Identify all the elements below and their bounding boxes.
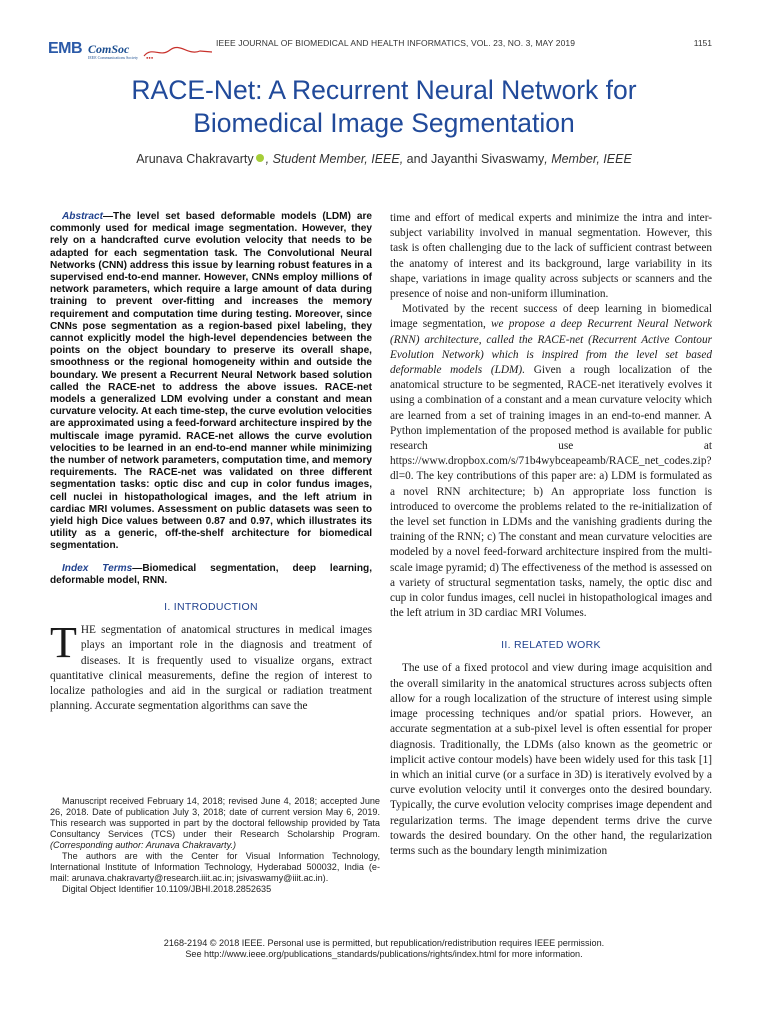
paragraph-related-work: The use of a fixed protocol and view during image acquisition and the overall similarity in the anatomical structures across subjects often allow for a rough localization of the structure of interest using simple image processing techniques and/or spatial priors. However, an accurate segmentation at a sub-pixel level is often essential for proper diagnosis. Traditionally, the LDMs (also known as the geometric or implicit active contour models) have been widely used for this task [1] in which an initial curve (or a surface in 3D) is iteratively evolved by a curve evolution velocity until it converges onto the desired boundary. Typically, the curve evolution velocity comprises image dependent and regularization terms. The image dependent terms drive the curve towards the desired boundary. On the other hand, the regularization terms such as the boundary length minimization (390, 662, 712, 857)
orcid-icon[interactable] (256, 154, 264, 162)
left-column (50, 211, 372, 714)
running-header (48, 38, 712, 66)
paper-title: RACE-Net: A Recurrent Neural Network for Biomedical Image Segmentation (131, 75, 637, 138)
author-line: Arunava Chakravarty , Student Member, IEEE, and Jayanthi Sivaswamy, Member, IEEE (136, 152, 632, 166)
comsoc-logo: ComSoc IEEE Communications Society (88, 42, 138, 60)
rights-link-line: See http://www.ieee.org/publications_standards/publications/rights/index.html for more information. (185, 949, 583, 960)
emb-logo: EMB (48, 40, 83, 57)
page-number: 1151 (693, 38, 712, 48)
svg-text:●●●: ●●● (146, 55, 154, 60)
footnotes (50, 796, 380, 895)
copyright-footer (60, 938, 708, 960)
section-heading-related-work: II. RELATED WORK (501, 639, 601, 652)
drop-cap: T (50, 618, 77, 668)
right-column (390, 211, 712, 859)
footnote-doi: Digital Object Identifier 10.1109/JBHI.2018.2852635 (62, 884, 272, 894)
journal-citation: IEEE JOURNAL OF BIOMEDICAL AND HEALTH INFORMATICS, VOL. 23, NO. 3, MAY 2019 (216, 38, 576, 48)
footnote-manuscript: Manuscript received February 14, 2018; revised June 4, 2018; accepted June 26, 2018. Date of publication July 3, 2018; date of current version May 6, 2019. This research was supported in part by the doctoral fellowship provided by Tata Consultancy Services (TCS) under their Research Scholarship Program. (Corresponding author: Arunava Chakravarty.) (50, 796, 380, 850)
copyright-line: 2168-2194 © 2018 IEEE. Personal use is permitted, but republication/redistribution requires IEEE permission. (163, 938, 605, 948)
section-heading-introduction: I. INTRODUCTION (164, 601, 258, 614)
index-terms: Index Terms—Biomedical segmentation, deep learning, deformable model, RNN. (50, 562, 372, 586)
paragraph-motivation: Motivated by the recent success of deep learning in biomedical image segmentation, we propose a deep Recurrent Neural Network (RNN) architecture, called the RACE-net (Recurrent Active Contour Evolution Network) which is inspired from the level set based deformable models (LDM). Given a rough localization of the anatomical structure to be segmented, RACE-net iteratively evolves it using a combination of a constant and a mean curvature velocity which are learned from a set of training images in an end-to-end manner. A Python implementation of the proposed method is available for public research use at https://www.dropbox.com/s/71b4wybceapeamb/RACE_net_codes.zip?dl=0. The key contributions of this paper are: a) LDM is formulated as a novel RNN architecture; b) An appropriate loss function is introduced to overcome the problems related to the re-initialization of the level set function in LDMs and the vanishing gradients during the training of the RNN; c) The constant and mean curvature velocities are modeled by a novel feed-forward architecture inspired from the multi-scale image pyramid; d) The effectiveness of the method is assessed on a variety of structural segmentation tasks, namely, the optic disc and cup in color fundus images, cell nuclei in histopathological images and the left atrium in 3D cardiac MRI Volumes. (390, 303, 712, 620)
abstract: Abstract—The level set based deformable models (LDM) are commonly used for medical image segmentation. However, they rely on a handcrafted curve evolution velocity that needs to be adapted for each segmentation task. The Convolutional Neural Networks (CNN) address this issue by learning robust features in a supervised end-to-end manner. However, CNNs employ millions of network parameters, which require a large amount of data during training to prevent over-fitting and increases the memory requirement and computation time during testing. Moreover, since CNNs pose segmentation as a region-based pixel labeling, they cannot explicitly model the high-level dependencies between the points on the object boundary to preserve its overall shape, smoothness or the regional homogeneity within and outside the boundary. We present a Recurrent Neural Network based solution called the RACE-net to address the above issues. RACE-net models a generalized LDM evolving under a constant and mean curvature velocity. At each time-step, the curve evolution velocities are approximated using a feed-forward architecture inspired by the multiscale image pyramid. RACE-net allows the curve evolution velocities to be learned in an end-to-end manner while minimizing the number of network parameters, computation time, and memory requirements. The RACE-net was validated on three different segmentation tasks: optic disc and cup in color fundus images, cell nuclei in histopathological images, and the left atrium in cardiac MRI volumes. Assessment on public datasets was seen to yield high Dice values between 0.87 and 0.97, which illustrates its utility as a generic, off-the-shelf architecture for biomedical segmentation. (50, 211, 372, 552)
paragraph-continued: time and effort of medical experts and minimize the intra and inter-subject variability involved in manual segmentation. However, this task is often challenging due to the lack of sufficient contrast between the anatomy of interest and its background, large variability in its shape, variations in image quality across subjects or scanners and the presence of noise and non-uniform illumination. (390, 212, 712, 301)
footnote-authors: The authors are with the Center for Visual Information Technology, International Institute of Information Technology, Hyderabad 500032, India (e-mail: arunava.chakravarty@research.iiit.ac.in; jsivaswamy@iiit.ac.in). (50, 851, 380, 883)
intro-paragraph: THE segmentation of anatomical structures in medical images plays an important role in the diagnosis and treatment of diseases. It is frequently used to visualize organs, extract quantitative clinical measurements, define the region of interest to localize pathologies and aid in the surgical or radiation treatment planning. Accurate segmentation algorithms can save the (50, 618, 372, 713)
